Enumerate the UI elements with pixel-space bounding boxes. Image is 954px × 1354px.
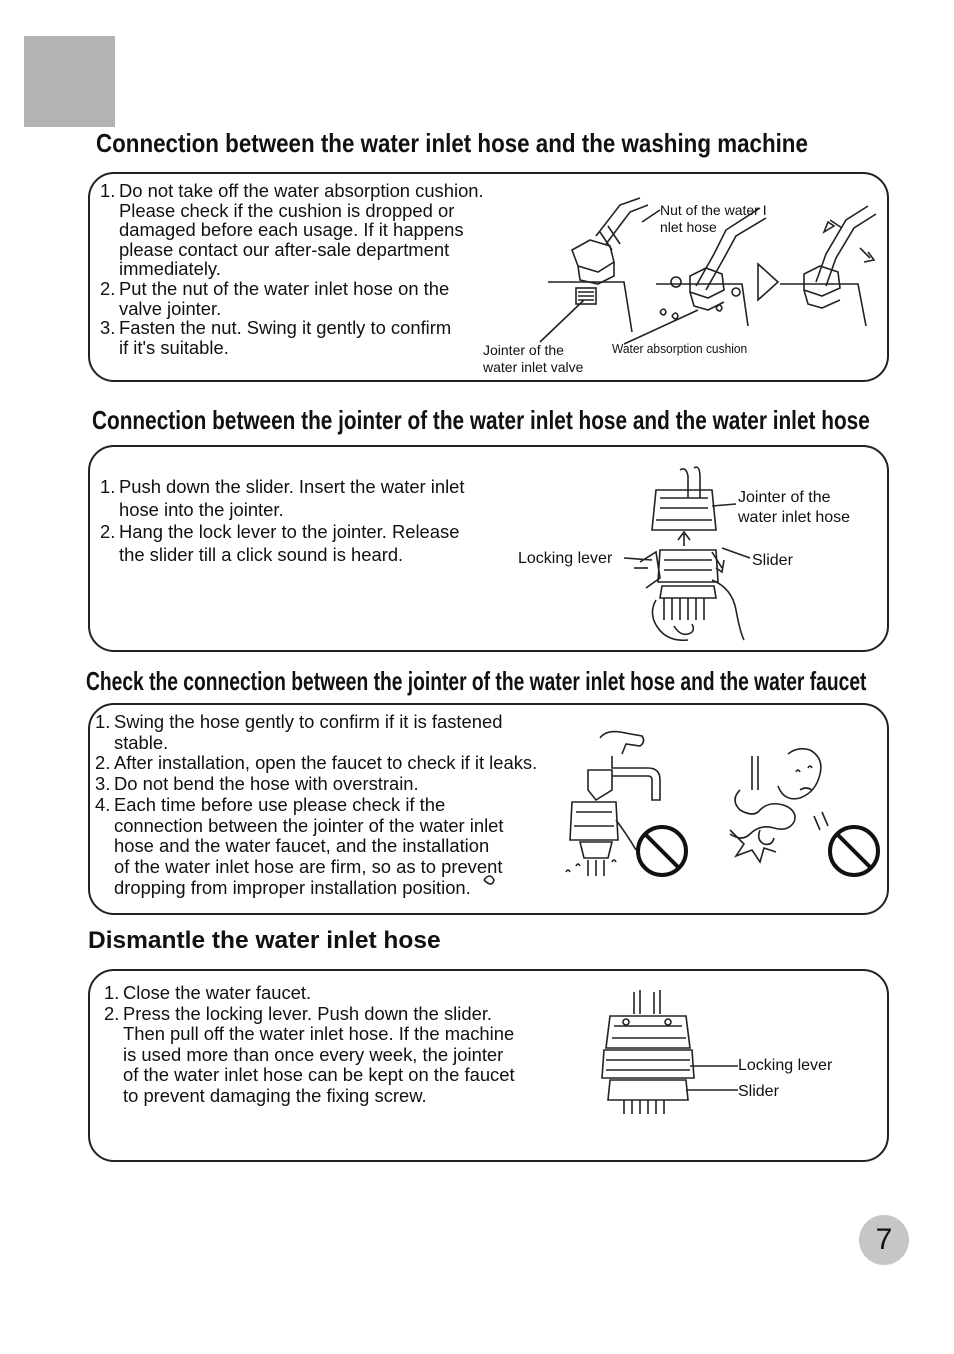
step-item: 1. Swing the hose gently to confirm if it is fastened stable. [95, 711, 503, 753]
step-item: 1. Push down the slider. Insert the water inlet hose into the jointer. [100, 476, 465, 520]
label-slider: Slider [752, 552, 793, 569]
page-number: 7 [859, 1215, 909, 1265]
step-item: 2. Hang the lock lever to the jointer. Release the slider till a click sound is heard. [100, 521, 460, 565]
label-hose-jointer: Jointer of the water inlet hose [738, 489, 851, 526]
label-slider-2: Slider [738, 1083, 779, 1100]
corner-block [24, 36, 115, 127]
step-item: 1. Do not take off the water absorption cushion. Please check if the cushion is dropped or damaged before each usage. If it happens please contact our after-sale department immediately. [100, 180, 484, 280]
section-1-steps [100, 181, 484, 357]
label-cushion: Water absorption cushion [612, 341, 748, 356]
section-3-steps [95, 712, 537, 898]
step-item: 2. Put the nut of the water inlet hose on the valve jointer. [100, 277, 450, 319]
section-2-steps [100, 476, 465, 566]
section-1-title: Connection between the water inlet hose and the washing machine [96, 128, 808, 158]
step-item: 1. Close the water faucet. [104, 982, 312, 1003]
step-item: 2. After installation, open the faucet to check if it leaks. [95, 752, 538, 774]
step-item: 3. Fasten the nut. Swing it gently to confirm if it's suitable. [100, 317, 452, 358]
section-4-steps [104, 983, 515, 1107]
label-nut: Nut of the water I nlet hose [660, 202, 767, 235]
step-item: 3. Do not bend the hose with overstrain. [95, 773, 419, 795]
label-locking-lever: Locking lever [518, 550, 613, 567]
section-4-title: Dismantle the water inlet hose [88, 927, 441, 954]
section-2-title: Connection between the jointer of the water inlet hose and the water inlet hose [92, 405, 870, 435]
section-3-title: Check the connection between the jointer of the water inlet hose and the water faucet [86, 666, 867, 696]
step-item: 2. Press the locking lever. Push down the slider. Then pull off the water inlet hose. If the machine is used more than once every week, the jointer of the water inlet hose can be kept on the faucet to prevent damaging the fixing screw. [104, 1002, 515, 1106]
step-item: 4. Each time before use please check if the connection between the jointer of the water inlet hose and the water faucet, and the installation of the water inlet hose are firm, so as to prevent dropping from improper installation position. [95, 793, 504, 898]
label-locking-lever-2: Locking lever [738, 1057, 833, 1074]
label-valve-jointer: Jointer of the water inlet valve [483, 342, 584, 375]
